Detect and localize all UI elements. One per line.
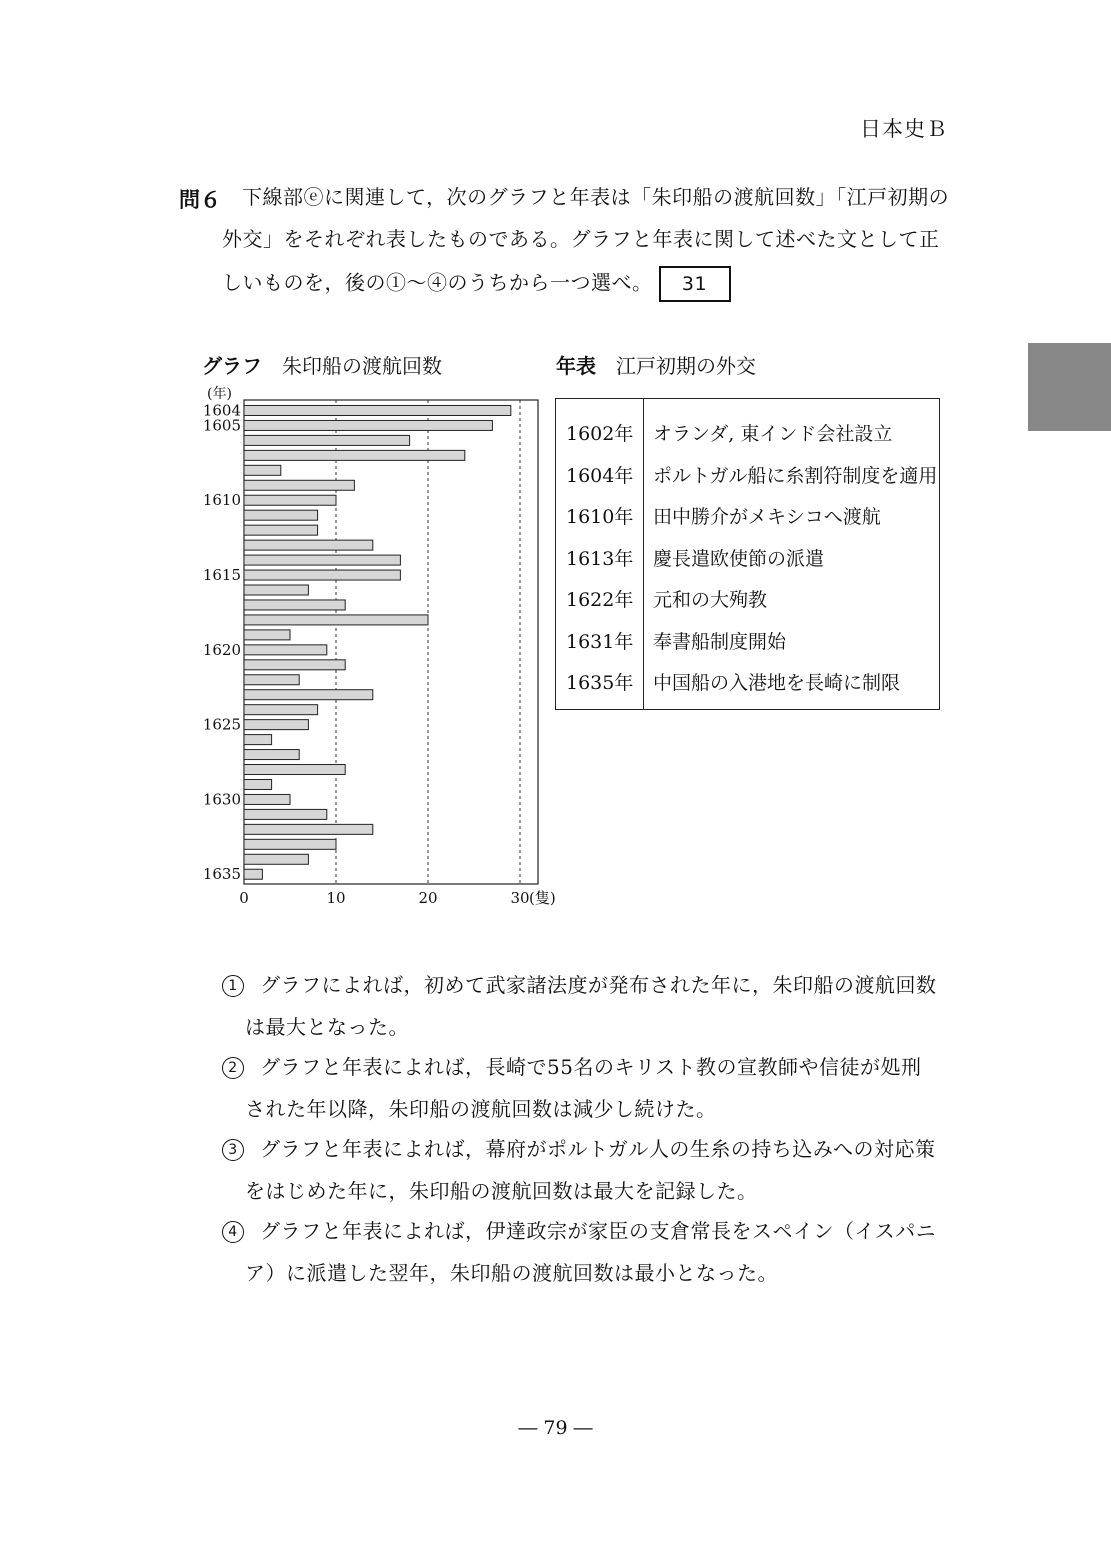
answer-option-2[interactable] bbox=[222, 1046, 922, 1130]
y-axis-unit-label: (年) bbox=[207, 386, 232, 402]
answer-option-4[interactable] bbox=[222, 1210, 936, 1294]
graph-caption-label: グラフ bbox=[202, 354, 262, 378]
y-tick-1610: 1610 bbox=[202, 491, 241, 510]
subject-header: 日本史Ｂ bbox=[860, 117, 948, 141]
option-text-line-2: ア）に派遣した翌年，朱印船の渡航回数は最小となった。 bbox=[245, 1261, 778, 1285]
option-number-badge: 1 bbox=[222, 975, 244, 997]
bar-1609 bbox=[244, 480, 354, 490]
option-text-line-1: グラフと年表によれば，伊達政宗が家臣の支倉常長をスペイン（イスパニ bbox=[260, 1219, 937, 1243]
bar-1615 bbox=[244, 570, 400, 580]
timeline-table bbox=[555, 398, 940, 710]
bar-1631 bbox=[244, 809, 327, 819]
bar-1618 bbox=[244, 615, 428, 625]
bar-1612 bbox=[244, 525, 318, 535]
bar-1610 bbox=[244, 495, 336, 505]
bar-1634 bbox=[244, 854, 308, 864]
option-line-1 bbox=[222, 1210, 936, 1252]
question-line-3: しいものを，後の①～④のうちから一つ選べ。 bbox=[222, 270, 653, 295]
bar-1613 bbox=[244, 540, 373, 550]
bar-1626 bbox=[244, 735, 272, 745]
answer-option-3[interactable] bbox=[222, 1128, 936, 1212]
y-tick-1615: 1615 bbox=[202, 566, 241, 585]
timeline-event: 慶長遣欧使節の派遣 bbox=[653, 547, 825, 570]
bar-1604 bbox=[244, 405, 511, 415]
bar-1628 bbox=[244, 765, 345, 775]
bar-1625 bbox=[244, 720, 308, 730]
timeline-event: 奉書船制度開始 bbox=[653, 630, 787, 653]
question-number: 問６ bbox=[179, 188, 221, 212]
bar-1632 bbox=[244, 824, 373, 834]
bar-1605 bbox=[244, 420, 492, 430]
answer-option-1[interactable] bbox=[222, 964, 937, 1048]
timeline-year: 1610年 bbox=[566, 506, 634, 528]
timeline-event: ポルトガル船に糸割符制度を適用 bbox=[653, 464, 938, 487]
option-text-line-1: グラフと年表によれば，長崎で55名のキリスト教の宣教師や信徒が処刑 bbox=[260, 1055, 922, 1079]
y-tick-1620: 1620 bbox=[202, 640, 241, 659]
timeline-event: 田中勝介がメキシコへ渡航 bbox=[653, 506, 881, 528]
option-text-line-2: された年以降，朱印船の渡航回数は減少し続けた。 bbox=[245, 1097, 717, 1121]
option-number-badge: 3 bbox=[222, 1139, 244, 1161]
page-number: ― 79 ― bbox=[518, 1417, 593, 1439]
bar-1608 bbox=[244, 465, 281, 475]
option-line-1 bbox=[222, 1046, 922, 1088]
bar-1611 bbox=[244, 510, 318, 520]
bar-1624 bbox=[244, 705, 318, 715]
timeline-year: 1631年 bbox=[566, 630, 634, 653]
bar-1606 bbox=[244, 435, 410, 445]
bar-1619 bbox=[244, 630, 290, 640]
option-text-line-1: グラフによれば，初めて武家諸法度が発布された年に，朱印船の渡航回数 bbox=[260, 973, 937, 997]
x-tick-0: 0 bbox=[239, 889, 249, 907]
answer-box[interactable]: 31 bbox=[659, 266, 731, 302]
bar-1635 bbox=[244, 869, 262, 879]
y-tick-1635: 1635 bbox=[202, 865, 241, 884]
y-tick-1625: 1625 bbox=[202, 715, 241, 734]
bar-1627 bbox=[244, 750, 299, 760]
x-tick-30: 30 bbox=[510, 889, 530, 907]
timeline-event: オランダ, 東インド会社設立 bbox=[653, 423, 893, 445]
timeline-year: 1635年 bbox=[566, 672, 634, 694]
option-text-line-2: をはじめた年に，朱印船の渡航回数は最大を記録した。 bbox=[245, 1179, 758, 1203]
option-text-line-1: グラフと年表によれば，幕府がポルトガル人の生糸の持ち込みへの対応策 bbox=[260, 1137, 936, 1161]
bar-1630 bbox=[244, 794, 290, 804]
timeline-year: 1622年 bbox=[566, 589, 634, 611]
bar-1617 bbox=[244, 600, 345, 610]
bar-1620 bbox=[244, 645, 327, 655]
bar-1633 bbox=[244, 839, 336, 849]
timeline-year: 1604年 bbox=[566, 464, 634, 487]
graph-caption-title: 朱印船の渡航回数 bbox=[282, 354, 442, 378]
bar-1607 bbox=[244, 450, 465, 460]
timeline-divider bbox=[643, 399, 644, 709]
option-line-1 bbox=[222, 964, 937, 1006]
x-tick-10: 10 bbox=[326, 889, 346, 907]
question-line-1: 下線部ⓔに関連して，次のグラフと年表は「朱印船の渡航回数」「江戸初期の bbox=[242, 185, 950, 209]
y-tick-1605: 1605 bbox=[202, 416, 241, 435]
bar-1614 bbox=[244, 555, 400, 565]
question-line-2: 外交」をそれぞれ表したものである。グラフと年表に関して述べた文として正 bbox=[222, 227, 940, 251]
y-tick-1630: 1630 bbox=[202, 790, 241, 809]
bar-1623 bbox=[244, 690, 373, 700]
table-caption-title: 江戸初期の外交 bbox=[616, 354, 756, 378]
bar-1621 bbox=[244, 660, 345, 670]
table-caption-label: 年表 bbox=[556, 354, 596, 378]
bar-1622 bbox=[244, 675, 299, 685]
option-number-badge: 2 bbox=[222, 1057, 244, 1079]
timeline-event: 中国船の入港地を長崎に制限 bbox=[653, 672, 901, 694]
timeline-year: 1602年 bbox=[566, 423, 634, 445]
option-number-badge: 4 bbox=[222, 1221, 244, 1243]
option-line-1 bbox=[222, 1128, 936, 1170]
timeline-event: 元和の大殉教 bbox=[653, 589, 768, 611]
bar-1616 bbox=[244, 585, 308, 595]
x-axis-unit-label: (隻) bbox=[529, 889, 556, 907]
timeline-year: 1613年 bbox=[566, 547, 634, 570]
option-text-line-2: は最大となった。 bbox=[245, 1015, 409, 1039]
y-tick-1604: 1604 bbox=[202, 401, 241, 420]
x-tick-20: 20 bbox=[418, 889, 438, 907]
bar-1629 bbox=[244, 779, 272, 789]
